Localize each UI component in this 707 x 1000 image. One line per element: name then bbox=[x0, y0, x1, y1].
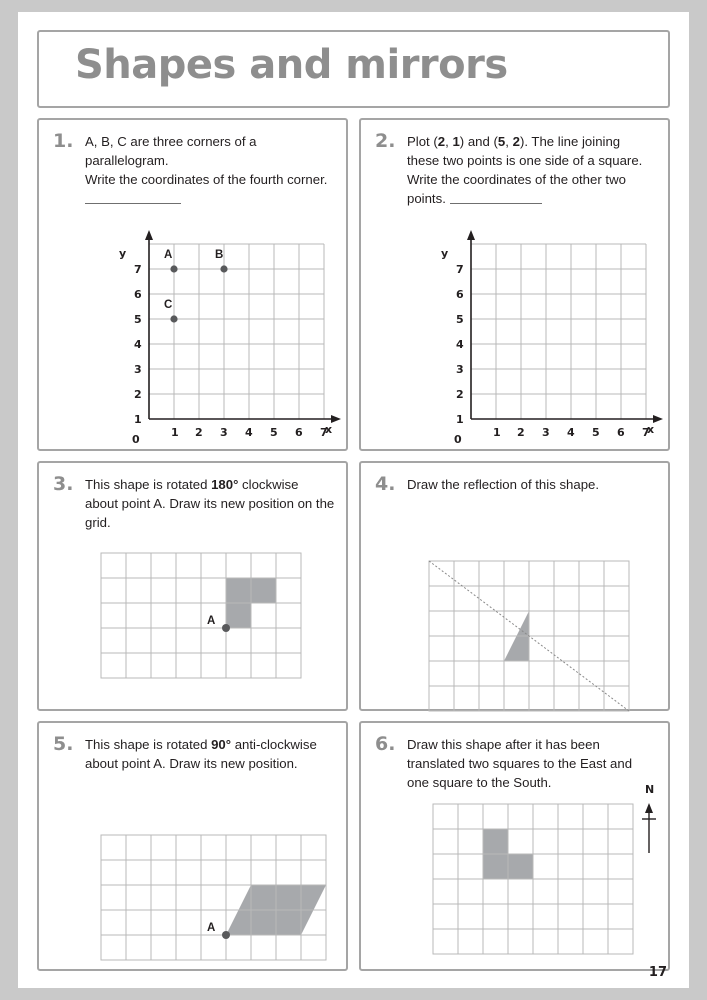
page-title: Shapes and mirrors bbox=[75, 42, 508, 88]
grid-1-point-label-A: A bbox=[164, 249, 173, 261]
grid-1-ytick-0: 0 bbox=[132, 433, 140, 446]
question-3-line-1: This shape is rotated 180° clockwise about point A. Draw its new position on the grid. bbox=[85, 477, 335, 531]
question-5-grid bbox=[39, 723, 350, 973]
grid-1-ytick-5: 5 bbox=[134, 313, 142, 326]
rotation-grid-5 bbox=[39, 723, 350, 973]
grid-2-ytick-7: 7 bbox=[456, 263, 464, 276]
question-2 bbox=[359, 118, 670, 451]
question-4-number: 4. bbox=[375, 473, 396, 495]
compass-north-label: N bbox=[645, 783, 655, 796]
compass-icon bbox=[642, 809, 656, 853]
question-1-number: 1. bbox=[53, 130, 74, 152]
question-5 bbox=[37, 721, 348, 971]
question-6-grid bbox=[361, 723, 672, 973]
translation-grid-6 bbox=[361, 723, 672, 973]
grid-1-ytick-3: 3 bbox=[134, 363, 142, 376]
question-6-line-1: Draw this shape after it has been translated two squares to the East and one square to the South. bbox=[407, 737, 633, 791]
grid-1-xtick-6: 6 bbox=[295, 426, 303, 439]
question-1-line-1: A, B, C are three corners of a parallelogram. bbox=[85, 134, 257, 169]
grid-2-xtick-2: 2 bbox=[517, 426, 525, 439]
grid-1-point-label-B: B bbox=[215, 249, 224, 261]
question-3-grid bbox=[39, 463, 350, 713]
rotation-grid-3 bbox=[39, 463, 350, 713]
grid-1-ytick-2: 2 bbox=[134, 388, 142, 401]
question-2-number: 2. bbox=[375, 130, 396, 152]
question-5-number: 5. bbox=[53, 733, 74, 755]
page-title-box bbox=[37, 30, 670, 108]
grid-1-xtick-3: 3 bbox=[220, 426, 228, 439]
grid-2-ytick-6: 6 bbox=[456, 288, 464, 301]
grid-1-xtick-7: 7 bbox=[320, 426, 328, 439]
question-6 bbox=[359, 721, 670, 971]
question-2-line-1: Plot (2, 1) and (5, 2). The line joining these two points is one side of a square. Write the coordinates of the other two points. bbox=[407, 134, 643, 207]
question-3-number: 3. bbox=[53, 473, 74, 495]
question-4 bbox=[359, 461, 670, 711]
grid-2-xtick-1: 1 bbox=[493, 426, 501, 439]
grid-2-ytick-3: 3 bbox=[456, 363, 464, 376]
grid-2-ytick-2: 2 bbox=[456, 388, 464, 401]
question-5-line-1: This shape is rotated 90° anti-clockwise about point A. Draw its new position. bbox=[85, 737, 317, 772]
grid-1-xtick-4: 4 bbox=[245, 426, 253, 439]
grid-2-xtick-7: 7 bbox=[642, 426, 650, 439]
grid-3-point-label-A: A bbox=[207, 615, 216, 627]
grid-1-ytick-4: 4 bbox=[134, 338, 142, 351]
grid-1-ytick-1: 1 bbox=[134, 413, 142, 426]
question-1-line-2: Write the coordinates of the fourth corner. bbox=[85, 172, 328, 188]
question-4-line-1: Draw the reflection of this shape. bbox=[407, 477, 600, 492]
grid-2-ytick-5: 5 bbox=[456, 313, 464, 326]
question-1-grid bbox=[39, 120, 350, 453]
coordinate-grid-2 bbox=[361, 120, 672, 453]
question-6-number: 6. bbox=[375, 733, 396, 755]
grid-2-ytick-4: 4 bbox=[456, 338, 464, 351]
worksheet-page bbox=[18, 12, 689, 988]
grid-1-ytick-6: 6 bbox=[134, 288, 142, 301]
grid-1-xtick-5: 5 bbox=[270, 426, 278, 439]
grid-2-ytick-0: 0 bbox=[454, 433, 462, 446]
grid-2-xtick-6: 6 bbox=[617, 426, 625, 439]
grid-2-xlabel: x bbox=[647, 423, 655, 436]
grid-2-ytick-1: 1 bbox=[456, 413, 464, 426]
reflection-grid-4 bbox=[361, 463, 672, 713]
question-1 bbox=[37, 118, 348, 451]
grid-2-xtick-4: 4 bbox=[567, 426, 575, 439]
question-3 bbox=[37, 461, 348, 711]
grid-1-xlabel: x bbox=[325, 423, 333, 436]
grid-2-xtick-5: 5 bbox=[592, 426, 600, 439]
grid-1-xtick-2: 2 bbox=[195, 426, 203, 439]
coordinate-grid-1 bbox=[39, 120, 350, 453]
grid-1-ylabel: y bbox=[119, 247, 127, 260]
grid-5-point-label-A: A bbox=[207, 922, 216, 934]
question-4-grid bbox=[361, 463, 672, 713]
grid-2-ylabel: y bbox=[441, 247, 449, 260]
grid-2-xtick-3: 3 bbox=[542, 426, 550, 439]
page-number: 17 bbox=[648, 965, 667, 980]
grid-1-ytick-7: 7 bbox=[134, 263, 142, 276]
grid-1-xtick-1: 1 bbox=[171, 426, 179, 439]
grid-1-point-label-C: C bbox=[164, 299, 173, 311]
question-2-grid bbox=[361, 120, 672, 453]
